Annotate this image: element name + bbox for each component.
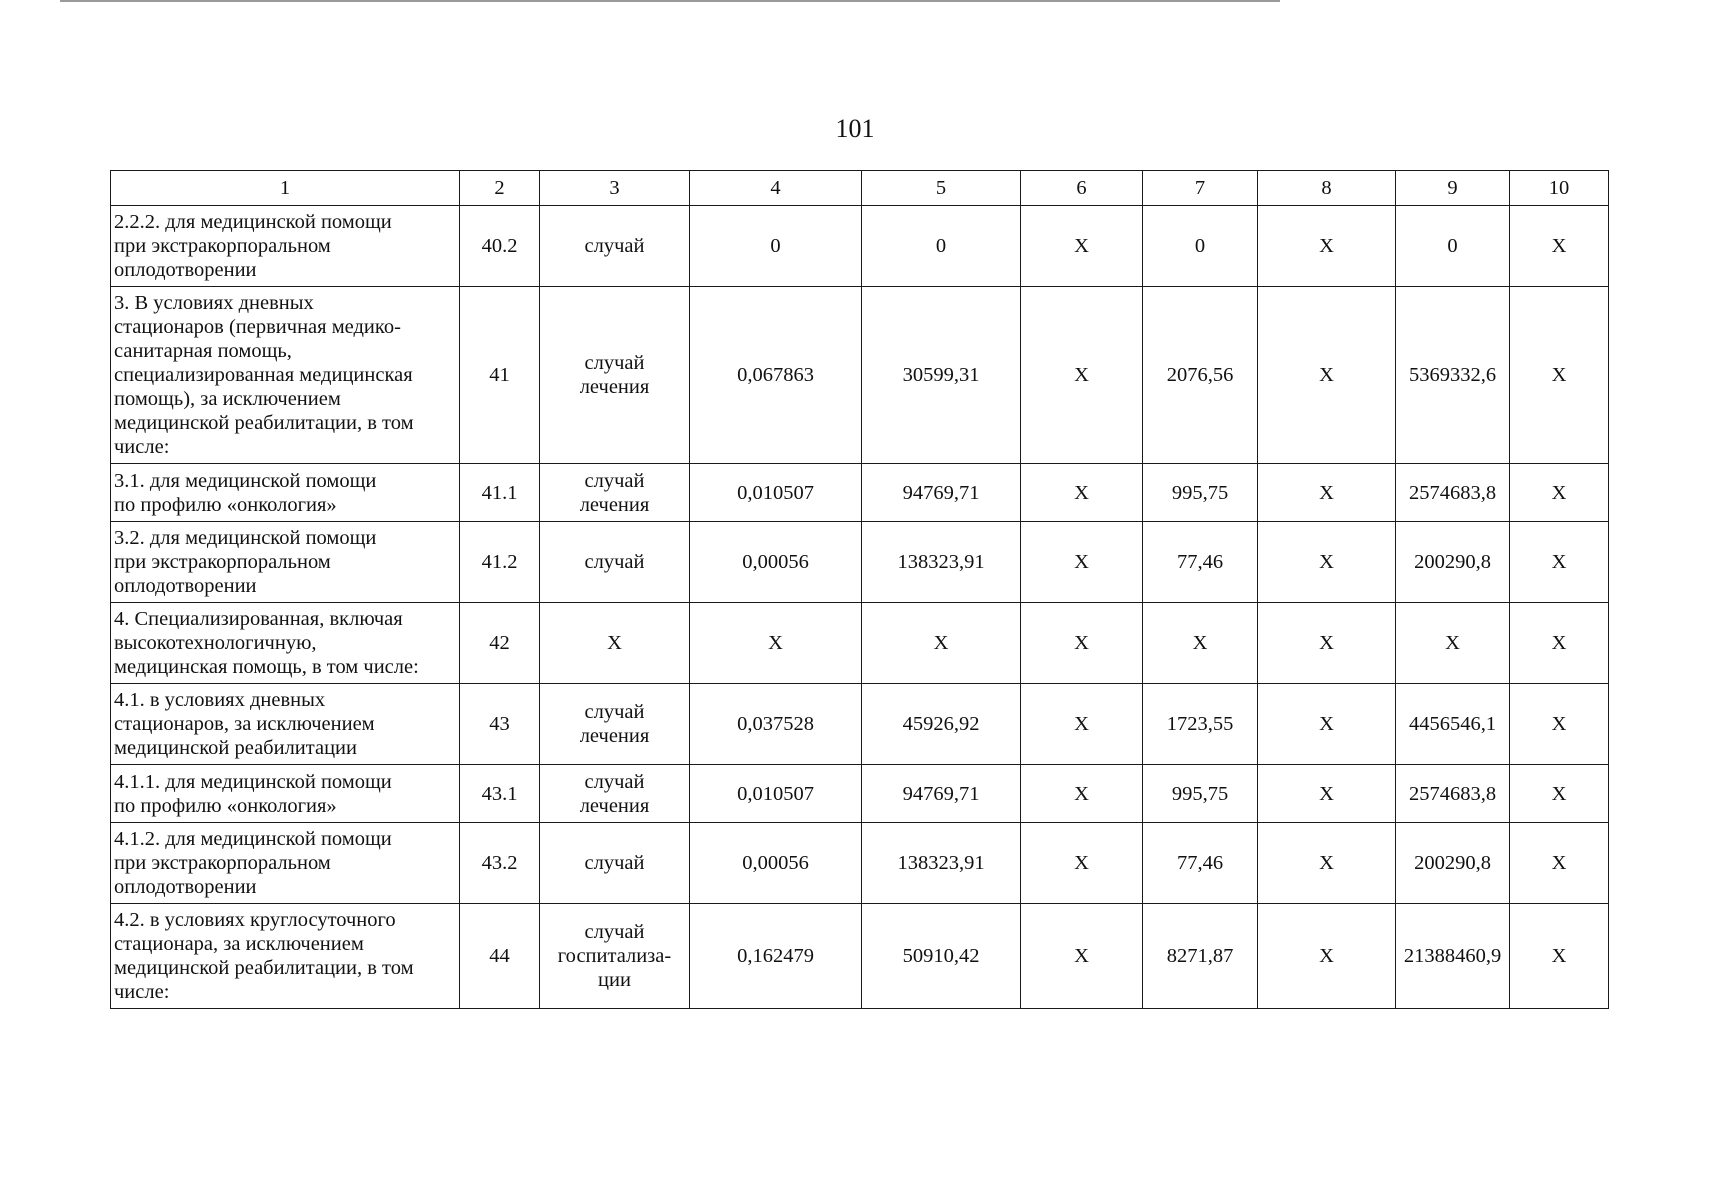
col9-cell: 5369332,6: [1396, 287, 1510, 464]
cost-cell: 138323,91: [862, 522, 1021, 603]
row-label-cell: [111, 823, 460, 904]
table-row: [111, 603, 1609, 684]
row-label-cell: [111, 522, 460, 603]
row-label-line: помощь), за исключением: [114, 388, 341, 410]
col10-cell: X: [1510, 464, 1609, 522]
unit-line: лечения: [579, 493, 650, 516]
unit-cell: [540, 904, 690, 1009]
col8-cell: X: [1258, 287, 1396, 464]
row-code-cell: 41.1: [460, 464, 540, 522]
col6-cell: X: [1021, 603, 1143, 684]
unit-line: случай: [584, 235, 645, 257]
column-header: 3: [540, 171, 690, 206]
col8-cell: X: [1258, 684, 1396, 765]
col10-cell: X: [1510, 206, 1609, 287]
coefficient-cell: 0,037528: [690, 684, 862, 765]
unit-line: случай: [584, 551, 645, 573]
unit-cell: [540, 823, 690, 904]
col6-cell: X: [1021, 206, 1143, 287]
col8-cell: X: [1258, 603, 1396, 684]
unit-line: X: [607, 632, 622, 654]
column-header: 10: [1510, 171, 1609, 206]
row-label-line: стационаров, за исключением: [114, 713, 375, 735]
row-label-line: при экстракорпоральном: [114, 551, 331, 573]
col10-cell: X: [1510, 684, 1609, 765]
row-label-line: 2.2.2. для медицинской помощи: [114, 211, 392, 233]
table-row: [111, 287, 1609, 464]
col8-cell: X: [1258, 765, 1396, 823]
row-label-line: высокотехнологичную,: [114, 632, 317, 654]
row-code-cell: 40.2: [460, 206, 540, 287]
col6-cell: X: [1021, 684, 1143, 765]
page-number: 101: [835, 114, 875, 143]
column-header: 5: [862, 171, 1021, 206]
unit-line: лечения: [579, 376, 650, 398]
cost-cell: 30599,31: [862, 287, 1021, 464]
unit-line: случай: [584, 469, 645, 492]
cost-cell: 45926,92: [862, 684, 1021, 765]
col6-cell: X: [1021, 904, 1143, 1009]
row-label-cell: [111, 904, 460, 1009]
row-label-line: оплодотворении: [114, 876, 257, 898]
row-label-line: медицинской реабилитации: [114, 737, 357, 759]
row-label-line: числе:: [114, 981, 170, 1003]
col10-cell: X: [1510, 904, 1609, 1009]
row-code-cell: 41.2: [460, 522, 540, 603]
unit-line: госпитализа-: [557, 945, 672, 967]
col7-cell: 0: [1143, 206, 1258, 287]
row-code-cell: 42: [460, 603, 540, 684]
cost-cell: 94769,71: [862, 765, 1021, 823]
unit-line: случай: [584, 770, 645, 793]
unit-cell: [540, 603, 690, 684]
unit-line: случай: [584, 352, 645, 374]
row-label-line: 4.1. в условиях дневных: [114, 689, 326, 711]
unit-cell: [540, 464, 690, 522]
row-label-line: специализированная медицинская: [114, 364, 413, 386]
col6-cell: X: [1021, 287, 1143, 464]
column-header: 8: [1258, 171, 1396, 206]
col7-cell: 77,46: [1143, 522, 1258, 603]
row-label-line: 4.2. в условиях круглосуточного: [114, 909, 396, 931]
row-label-line: 4. Специализированная, включая: [114, 608, 403, 630]
row-label-cell: [111, 287, 460, 464]
table-row: [111, 522, 1609, 603]
column-header: 4: [690, 171, 862, 206]
coefficient-cell: 0,00056: [690, 823, 862, 904]
row-label-line: 4.1.2. для медицинской помощи: [114, 828, 392, 850]
row-label-cell: [111, 603, 460, 684]
table-row: [111, 684, 1609, 765]
col7-cell: 995,75: [1143, 765, 1258, 823]
row-label-cell: [111, 464, 460, 522]
col9-cell: 2574683,8: [1396, 765, 1510, 823]
col9-cell: X: [1396, 603, 1510, 684]
col8-cell: X: [1258, 522, 1396, 603]
row-label-line: медицинской реабилитации, в том: [114, 412, 414, 434]
row-label-cell: [111, 765, 460, 823]
unit-cell: [540, 765, 690, 823]
cost-cell: 0: [862, 206, 1021, 287]
cost-cell: X: [862, 603, 1021, 684]
col7-cell: 8271,87: [1143, 904, 1258, 1009]
table-row: [111, 464, 1609, 522]
row-label-line: оплодотворении: [114, 575, 257, 597]
col9-cell: 0: [1396, 206, 1510, 287]
col7-cell: 2076,56: [1143, 287, 1258, 464]
col9-cell: 2574683,8: [1396, 464, 1510, 522]
col8-cell: X: [1258, 904, 1396, 1009]
row-label-line: 3. В условиях дневных: [114, 292, 314, 314]
row-code-cell: 44: [460, 904, 540, 1009]
col8-cell: X: [1258, 206, 1396, 287]
data-table: [110, 170, 1609, 1009]
row-code-cell: 43: [460, 684, 540, 765]
col6-cell: X: [1021, 823, 1143, 904]
col9-cell: 200290,8: [1396, 823, 1510, 904]
row-code-cell: 43.1: [460, 765, 540, 823]
col6-cell: X: [1021, 765, 1143, 823]
column-header: 9: [1396, 171, 1510, 206]
unit-cell: [540, 206, 690, 287]
row-label-line: при экстракорпоральном: [114, 235, 331, 257]
row-label-line: 3.2. для медицинской помощи: [114, 527, 377, 549]
row-label-line: по профилю «онкология»: [114, 794, 337, 817]
row-label-line: числе:: [114, 436, 170, 458]
coefficient-cell: 0,067863: [690, 287, 862, 464]
row-label-line: при экстракорпоральном: [114, 852, 331, 874]
unit-line: лечения: [579, 725, 650, 747]
row-label-line: 4.1.1. для медицинской помощи: [114, 770, 392, 793]
scan-top-rule: [60, 0, 1280, 2]
col10-cell: X: [1510, 522, 1609, 603]
unit-cell: [540, 287, 690, 464]
column-header: 2: [460, 171, 540, 206]
col10-cell: X: [1510, 603, 1609, 684]
cost-cell: 50910,42: [862, 904, 1021, 1009]
unit-line: случай: [584, 921, 645, 943]
row-label-cell: [111, 206, 460, 287]
unit-line: случай: [584, 852, 645, 874]
row-label-line: по профилю «онкология»: [114, 493, 337, 516]
col6-cell: X: [1021, 464, 1143, 522]
col8-cell: X: [1258, 823, 1396, 904]
row-code-cell: 43.2: [460, 823, 540, 904]
unit-cell: [540, 522, 690, 603]
table-body: [111, 171, 1609, 1009]
cost-cell: 94769,71: [862, 464, 1021, 522]
col6-cell: X: [1021, 522, 1143, 603]
table-row: [111, 765, 1609, 823]
unit-cell: [540, 684, 690, 765]
col7-cell: 1723,55: [1143, 684, 1258, 765]
row-label-line: оплодотворении: [114, 259, 257, 281]
column-header: 7: [1143, 171, 1258, 206]
table-row: [111, 206, 1609, 287]
col9-cell: 200290,8: [1396, 522, 1510, 603]
col7-cell: X: [1143, 603, 1258, 684]
col10-cell: X: [1510, 287, 1609, 464]
col9-cell: 4456546,1: [1396, 684, 1510, 765]
row-label-line: стационара, за исключением: [114, 933, 364, 955]
coefficient-cell: 0,162479: [690, 904, 862, 1009]
row-label-line: стационаров (первичная медико-: [114, 316, 401, 338]
col8-cell: X: [1258, 464, 1396, 522]
col9-cell: 21388460,9: [1396, 904, 1510, 1009]
col10-cell: X: [1510, 765, 1609, 823]
table-row: [111, 823, 1609, 904]
col10-cell: X: [1510, 823, 1609, 904]
coefficient-cell: 0,010507: [690, 765, 862, 823]
coefficient-cell: 0,010507: [690, 464, 862, 522]
row-label-line: медицинская помощь, в том числе:: [114, 656, 419, 678]
cost-cell: 138323,91: [862, 823, 1021, 904]
coefficient-cell: 0: [690, 206, 862, 287]
column-number-row: [111, 171, 1609, 206]
row-label-cell: [111, 684, 460, 765]
table-row: [111, 904, 1609, 1009]
row-label-line: санитарная помощь,: [114, 340, 292, 362]
coefficient-cell: 0,00056: [690, 522, 862, 603]
row-label-line: 3.1. для медицинской помощи: [114, 469, 377, 492]
column-header: 1: [111, 171, 460, 206]
row-code-cell: 41: [460, 287, 540, 464]
unit-line: лечения: [579, 794, 650, 817]
col7-cell: 995,75: [1143, 464, 1258, 522]
col7-cell: 77,46: [1143, 823, 1258, 904]
column-header: 6: [1021, 171, 1143, 206]
unit-line: случай: [584, 701, 645, 723]
coefficient-cell: X: [690, 603, 862, 684]
unit-line: ции: [598, 969, 631, 991]
row-label-line: медицинской реабилитации, в том: [114, 957, 414, 979]
